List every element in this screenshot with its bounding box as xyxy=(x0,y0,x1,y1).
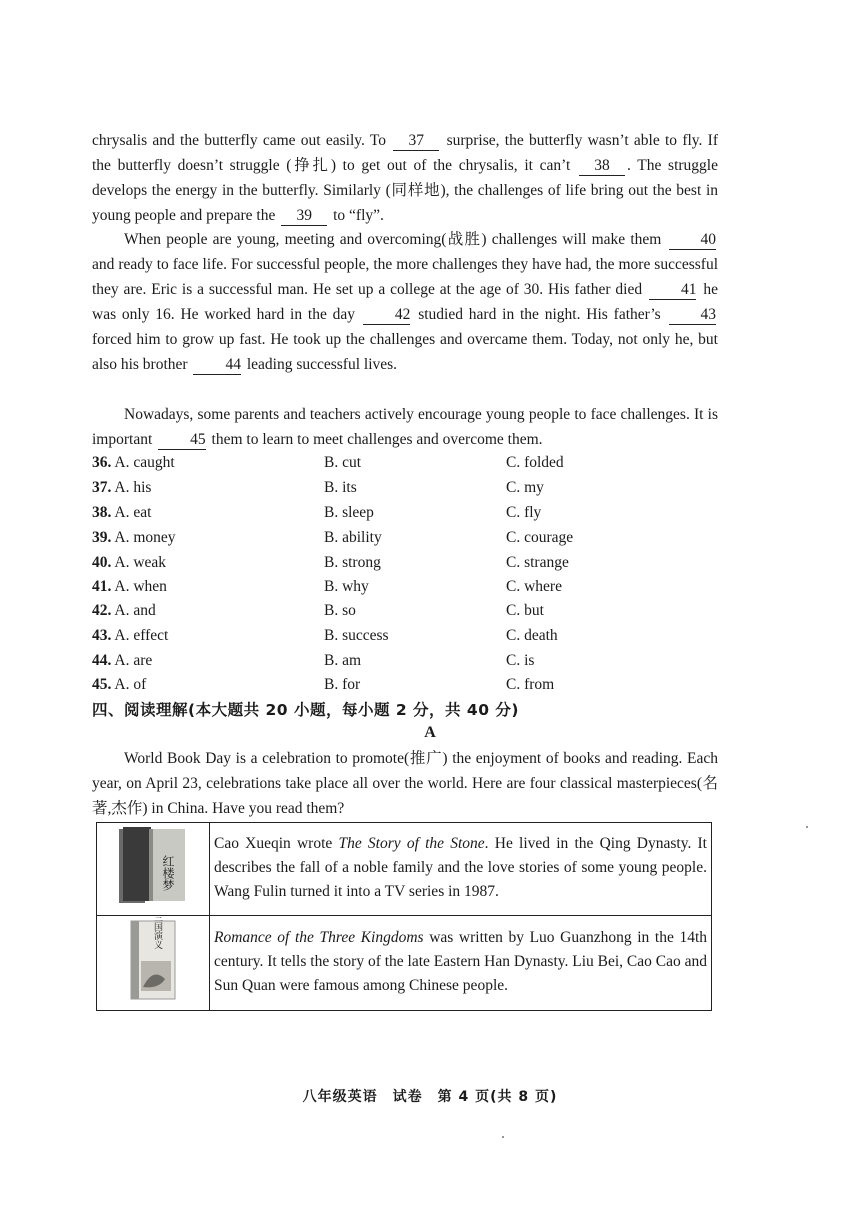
option-a xyxy=(92,624,168,648)
question-36 xyxy=(92,451,712,475)
passage-text: chrysalis and the butterfly came out easily. To xyxy=(92,132,387,149)
option-a xyxy=(92,451,175,475)
option-c: C. strange xyxy=(506,554,569,571)
option-c: C. from xyxy=(506,676,555,693)
book-table xyxy=(96,822,712,1011)
option-c: C. fly xyxy=(506,504,542,521)
book-description xyxy=(210,916,712,1011)
blank-37: 37 xyxy=(393,132,439,151)
passage-text: surprise, the butterfly wasn’t able to fly. If the butterfly doesn’t struggle (挣扎) to get out of the chrysalis, it can’t xyxy=(92,132,718,174)
book-text: . He lived in the Qing Dynasty. It describes the fall of a noble family and the love stories of some young people. Wang Fulin turned it into a TV series in 1987. xyxy=(214,835,707,900)
option-a-text: A. and xyxy=(114,602,156,619)
passage-paragraph-3 xyxy=(92,402,718,452)
option-b: B. success xyxy=(324,627,389,644)
option-a-text: A. his xyxy=(114,479,152,496)
option-a xyxy=(92,501,151,525)
option-b: B. sleep xyxy=(324,504,374,521)
passage-text: and ready to face life. For successful people, the more challenges they have had, the more successful they are. Eric is a successful man. He set up a college at the age of 30. His father died xyxy=(92,256,718,298)
book-cover-title: 三国演义 xyxy=(152,917,162,949)
question-43 xyxy=(92,624,712,648)
blank-45: 45 xyxy=(158,431,206,450)
question-44 xyxy=(92,649,712,673)
question-42 xyxy=(92,599,712,623)
question-45 xyxy=(92,673,712,697)
option-a xyxy=(92,476,151,500)
option-a xyxy=(92,599,156,623)
option-a-text: A. of xyxy=(114,676,147,693)
option-a xyxy=(92,551,166,575)
option-a xyxy=(92,673,146,697)
passage-text: studied hard in the night. His father’s xyxy=(418,306,661,323)
passage-text: Nowadays, some parents and teachers actively encourage young people to face challenges. It is important xyxy=(92,406,718,448)
book-text: Cao Xueqin wrote xyxy=(214,835,339,852)
option-c: C. is xyxy=(506,652,535,669)
book-cover-cell xyxy=(97,823,210,916)
passage-text: he was only 16. He worked hard in the day xyxy=(92,281,718,323)
blank-41: 41 xyxy=(649,281,697,300)
book-title: The Story of the Stone xyxy=(338,835,485,852)
passage-text: to “fly”. xyxy=(333,207,384,224)
section-title: 四、阅读理解(本大题共 20 小题，每小题 2 分，共 40 分) xyxy=(92,701,519,719)
option-a xyxy=(92,649,152,673)
question-number: 43. xyxy=(92,627,112,644)
scan-speck xyxy=(502,1136,504,1138)
table-row xyxy=(97,823,712,916)
passage-text: forced him to grow up fast. He took up the challenges and overcame them. Today, not only he, but also his brother xyxy=(92,331,718,373)
option-b: B. am xyxy=(324,652,362,669)
question-number: 45. xyxy=(92,676,112,693)
book-description xyxy=(210,823,712,916)
option-a-text: A. effect xyxy=(114,627,169,644)
question-number: 36. xyxy=(92,454,112,471)
question-39 xyxy=(92,526,712,550)
question-number: 42. xyxy=(92,602,112,619)
table-row xyxy=(97,916,712,1011)
question-number: 37. xyxy=(92,479,112,496)
book-cover-hongloumeng-image xyxy=(113,825,193,905)
blank-39: 39 xyxy=(281,207,327,226)
option-a-text: A. money xyxy=(114,529,176,546)
passage-text: When people are young, meeting and overcoming(战胜) challenges will make them xyxy=(124,231,662,248)
option-b: B. for xyxy=(324,676,361,693)
book-cover-cell xyxy=(97,916,210,1011)
option-c: C. but xyxy=(506,602,544,619)
reading-intro: World Book Day is a celebration to promote(推广) the enjoyment of books and reading. Each year, on April 23, celebrations take place all over the world. Here are four classical masterpieces(名著,杰作) in China. Have you read them? xyxy=(92,750,718,817)
passage-text: leading successful lives. xyxy=(246,356,398,373)
book-text: was written by Luo Guanzhong in the 14th century. It tells the story of the late Eastern Han Dynasty. Liu Bei, Cao Cao and Sun Quan were famous among Chinese people. xyxy=(214,929,707,994)
question-number: 41. xyxy=(92,578,112,595)
option-c: C. where xyxy=(506,578,562,595)
page-footer: 八年级英语 试卷 第 4 页(共 8 页) xyxy=(302,1089,558,1105)
blank-40: 40 xyxy=(669,231,717,250)
passage-text: them to learn to meet challenges and overcome them. xyxy=(211,431,543,448)
section-part-label: A xyxy=(424,724,436,741)
option-b: B. why xyxy=(324,578,369,595)
blank-38: 38 xyxy=(579,157,625,176)
blank-42: 42 xyxy=(363,306,411,325)
book-cover-sanguo-image xyxy=(113,917,193,1001)
option-b: B. cut xyxy=(324,454,362,471)
question-number: 39. xyxy=(92,529,112,546)
blank-44: 44 xyxy=(193,356,241,375)
passage-paragraph-1 xyxy=(92,128,718,228)
option-a-text: A. weak xyxy=(114,554,167,571)
option-c: C. folded xyxy=(506,454,564,471)
question-37 xyxy=(92,476,712,500)
book-title: Romance of the Three Kingdoms xyxy=(214,929,424,946)
option-b: B. its xyxy=(324,479,357,496)
blank-43: 43 xyxy=(669,306,717,325)
option-c: C. death xyxy=(506,627,558,644)
option-a-text: A. eat xyxy=(114,504,152,521)
question-number: 40. xyxy=(92,554,112,571)
question-41 xyxy=(92,575,712,599)
question-number: 38. xyxy=(92,504,112,521)
option-b: B. strong xyxy=(324,554,381,571)
option-b: B. so xyxy=(324,602,356,619)
book-cover-title: 红楼梦 xyxy=(161,855,175,891)
option-a-text: A. when xyxy=(114,578,167,595)
passage-text: . The struggle develops the energy in the butterfly. Similarly (同样地), the challenges of life bring out the best in young people and prepare the xyxy=(92,157,718,224)
question-40 xyxy=(92,551,712,575)
option-c: C. my xyxy=(506,479,544,496)
option-b: B. ability xyxy=(324,529,382,546)
option-a-text: A. caught xyxy=(114,454,175,471)
option-a xyxy=(92,575,167,599)
scan-speck xyxy=(806,826,808,828)
option-a-text: A. are xyxy=(114,652,153,669)
passage-paragraph-2 xyxy=(92,227,718,377)
question-38 xyxy=(92,501,712,525)
option-c: C. courage xyxy=(506,529,574,546)
option-a xyxy=(92,526,176,550)
question-number: 44. xyxy=(92,652,112,669)
